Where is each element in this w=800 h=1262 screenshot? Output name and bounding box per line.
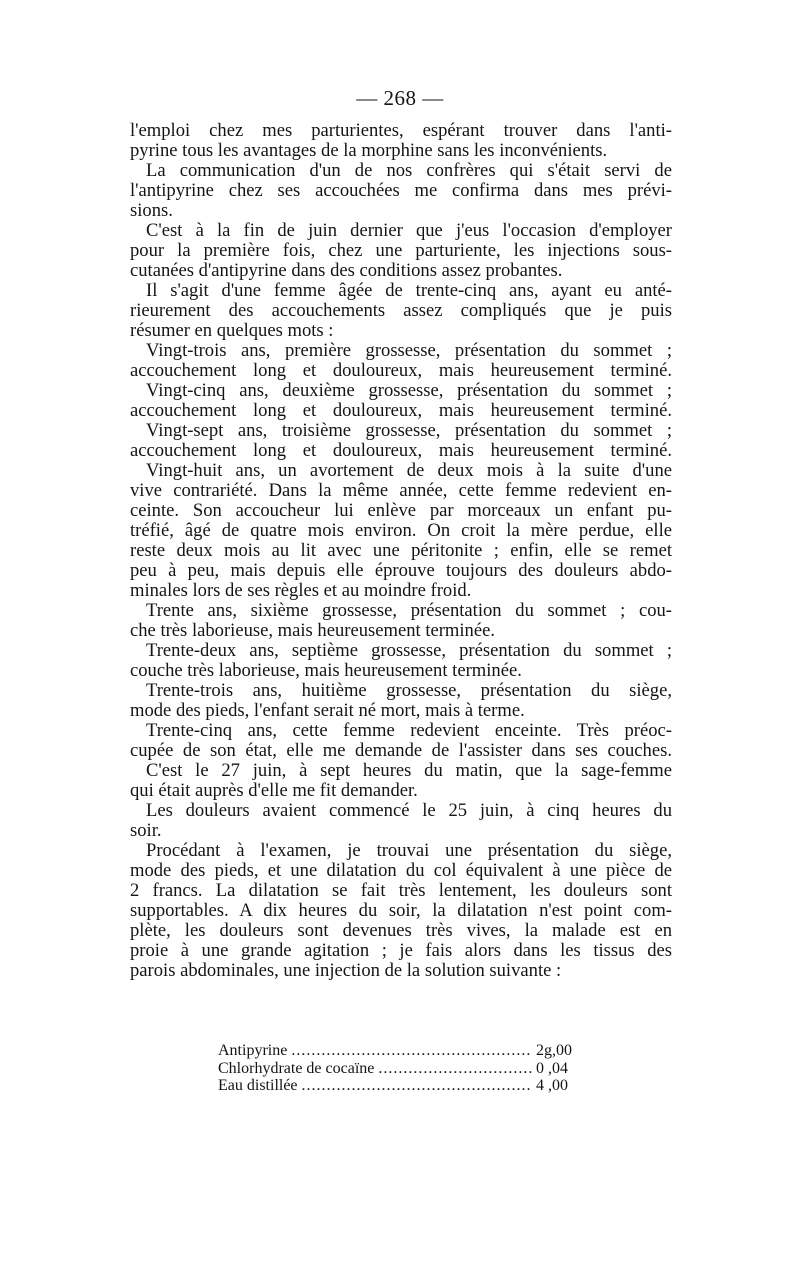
text-line: Vingt-trois ans, première grossesse, présentation du sommet ; [146,340,672,361]
text-line: supportables. A dix heures du soir, la dilatation n'est point com- [130,900,672,921]
text-line: Vingt-cinq ans, deuxième grossesse, présentation du sommet ; [146,380,672,401]
text-line: pour la première fois, chez une parturiente, les injections sous- [130,240,672,261]
formula-row [218,1042,588,1060]
text-line: Trente-trois ans, huitième grossesse, présentation du siège, [146,680,672,701]
text-line: soir. [130,820,162,841]
text-line: minales lors de ses règles et au moindre froid. [130,580,472,601]
leader-dots [378,1060,532,1078]
text-line: Trente ans, sixième grossesse, présentation du sommet ; cou- [146,600,672,621]
text-line: ceinte. Son accoucheur lui enlève par morceaux un enfant pu- [130,500,672,521]
page-number: — 268 — [356,86,444,110]
text-line: mode des pieds, et une dilatation du col équivalent à une pièce de [130,860,672,881]
formula-row [218,1060,588,1078]
text-line: résumer en quelques mots : [130,320,334,341]
text-line: parois abdominales, une injection de la solution suivante : [130,960,562,981]
leader-dots [291,1042,532,1060]
text-line: proie à une grande agitation ; je fais alors dans les tissus des [130,940,672,961]
text-line: Les douleurs avaient commencé le 25 juin, à cinq heures du [146,800,672,821]
text-line: accouchement long et douloureux, mais heureusement terminé. [130,400,672,421]
text-line: Trente-deux ans, septième grossesse, présentation du sommet ; [146,640,672,661]
text-line: mode des pieds, l'enfant serait né mort, mais à terme. [130,700,525,721]
text-line: couche très laborieuse, mais heureusement terminée. [130,660,522,681]
text-line: C'est le 27 juin, à sept heures du matin, que la sage-femme [146,760,672,781]
text-line: peu à peu, mais depuis elle éprouve toujours des douleurs abdo- [130,560,672,581]
text-line: plète, les douleurs sont devenues très vives, la malade est en [130,920,672,941]
text-line: l'emploi chez mes parturientes, espérant trouver dans l'anti- [130,120,672,141]
ingredient-quantity: 4 ,00 [536,1077,568,1094]
text-line: Trente-cinq ans, cette femme redevient enceinte. Très préoc- [146,720,672,741]
text-line: Il s'agit d'une femme âgée de trente-cinq ans, ayant eu anté- [146,280,672,301]
text-line: l'antipyrine chez ses accouchées me confirma dans mes prévi- [130,180,672,201]
text-line: Vingt-sept ans, troisième grossesse, présentation du sommet ; [146,420,672,441]
text-line: pyrine tous les avantages de la morphine sans les inconvénients. [130,140,608,161]
text-line: Procédant à l'examen, je trouvai une présentation du siège, [146,840,672,861]
ingredient-quantity: 2g,00 [536,1042,572,1059]
text-line: C'est à la fin de juin dernier que j'eus l'occasion d'employer [146,220,672,241]
text-line: qui était auprès d'elle me fit demander. [130,780,418,801]
text-line: 2 francs. La dilatation se fait très lentement, les douleurs sont [130,880,672,901]
text-line: cupée de son état, elle me demande de l'assister dans ses couches. [130,740,672,761]
ingredient-name: Eau distillée [218,1077,298,1094]
body-text [130,121,672,981]
prescription-formula [218,1042,588,1095]
text-line: sions. [130,200,173,221]
text-line: accouchement long et douloureux, mais heureusement terminé. [130,360,672,381]
text-line: rieurement des accouchements assez compliqués que je puis [130,300,672,321]
text-line: tréfié, âgé de quatre mois environ. On croit la mère perdue, elle [130,520,672,541]
leader-dots [302,1077,532,1095]
text-line: che très laborieuse, mais heureusement terminée. [130,620,496,641]
text-line: cutanées d'antipyrine dans des conditions assez probantes. [130,260,563,281]
text-line: Vingt-huit ans, un avortement de deux mois à la suite d'une [146,460,672,481]
text-line: vive contrariété. Dans la même année, cette femme redevient en- [130,480,672,501]
formula-row [218,1077,588,1095]
text-line: accouchement long et douloureux, mais heureusement terminé. [130,440,672,461]
ingredient-name: Chlorhydrate de cocaïne [218,1059,375,1077]
text-line: reste deux mois au lit avec une péritonite ; enfin, elle se remet [130,540,672,561]
text-line: La communication d'un de nos confrères qui s'était servi de [146,160,672,181]
ingredient-quantity: 0 ,04 [536,1059,568,1077]
ingredient-name: Antipyrine [218,1042,288,1059]
